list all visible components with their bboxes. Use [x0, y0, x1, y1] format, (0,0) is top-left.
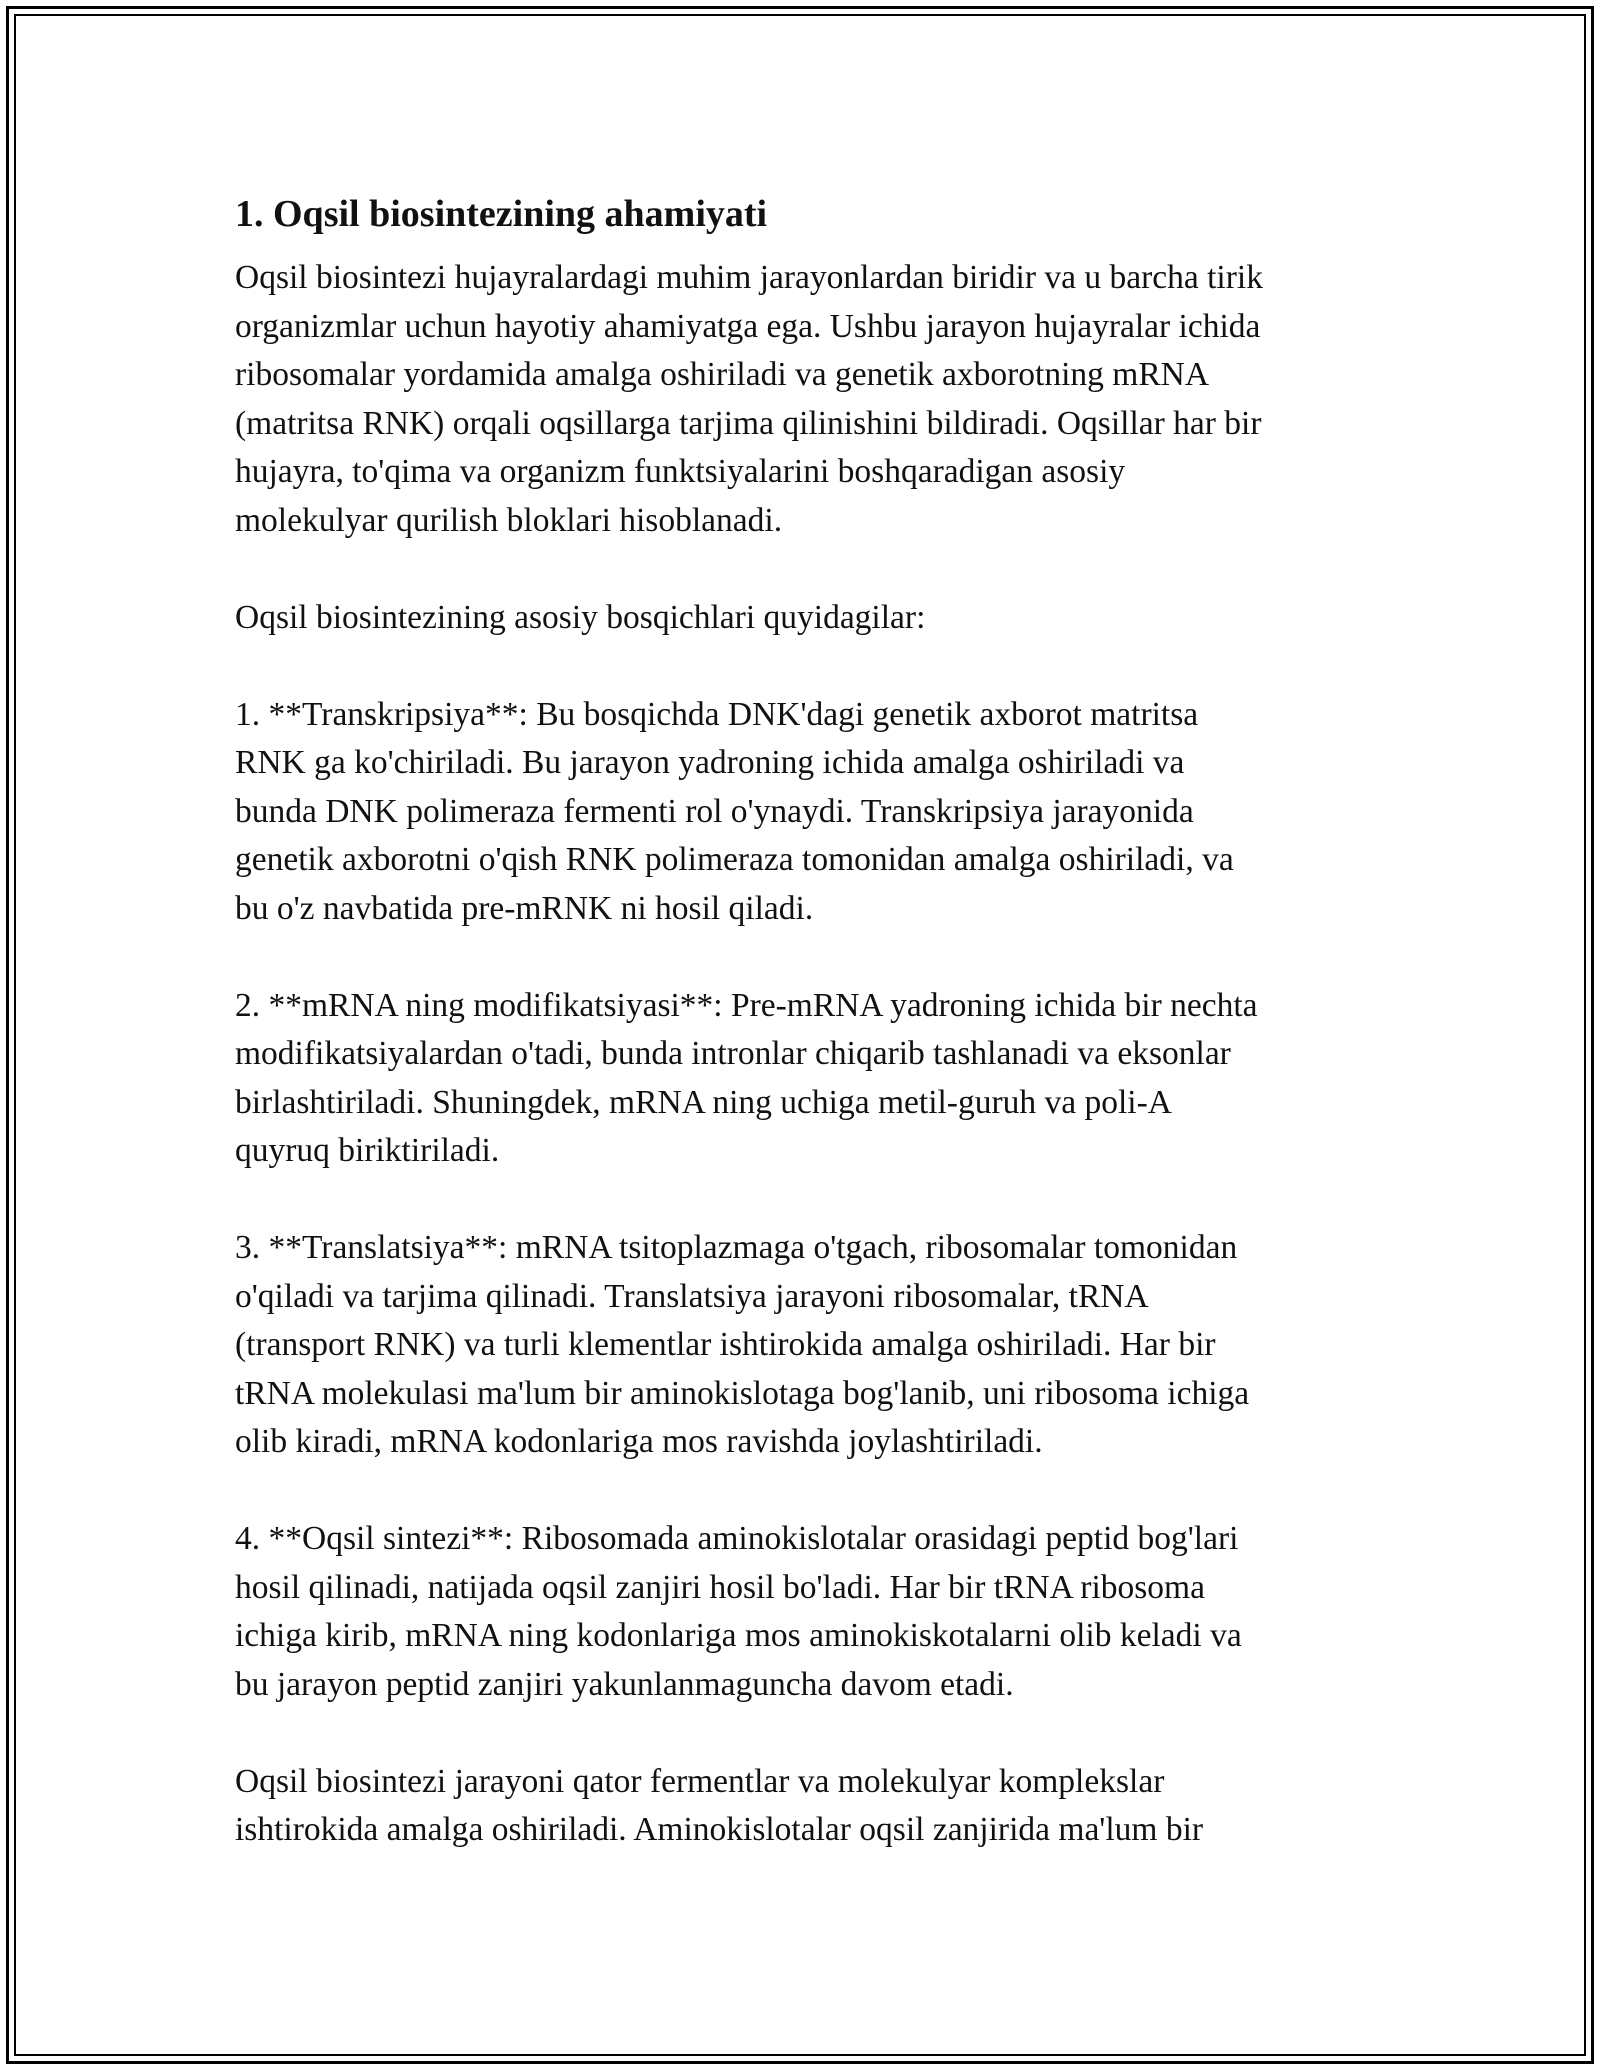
document-body: [235, 186, 1385, 1903]
intro-paragraph: Oqsil biosintezi hujayralardagi muhim jarayonlardan biridir va u barcha tirik organizmlar uchun hayotiy ahamiyatga ega. Ushbu jarayon hujayralar ichida ribosomalar yordamida amalga oshiriladi va genetik axborotning mRNA (matritsa RNK) orqali oqsillarga tarjima qilinishini bildiradi. Oqsillar har bir hujayra, to'qima va organizm funktsiyalarini boshqaradigan asosiy molekulyar qurilish bloklari hisoblanadi.: [235, 259, 1263, 539]
stages-intro-paragraph: Oqsil biosintezining asosiy bosqichlari quyidagilar:: [235, 598, 926, 636]
stage-mrna-modification-paragraph: 2. **mRNA ning modifikatsiyasi**: Pre-mRNA yadroning ichida bir nechta modifikatsiyalardan o'tadi, bunda intronlar chiqarib tashlanadi va eksonlar birlashtiriladi. Shuningdek, mRNA ning uchiga metil-guruh va poli-A quyruq biriktiriladi.: [235, 986, 1258, 1169]
stage-translation-paragraph: 3. **Translatsiya**: mRNA tsitoplazmaga o'tgach, ribosomalar tomonidan o'qiladi va tarjima qilinadi. Translatsiya jarayoni ribosomalar, tRNA (transport RNK) va turli klementlar ishtirokida amalga oshiriladi. Har bir tRNA molekulasi ma'lum bir aminokislotaga bog'lanib, uni ribosoma ichiga olib kiradi, mRNA kodonlariga mos ravishda joylashtiriladi.: [235, 1229, 1250, 1460]
section-heading: 1. Oqsil biosintezining ahamiyati: [235, 193, 768, 235]
closing-paragraph: Oqsil biosintezi jarayoni qator fermentlar va molekulyar komplekslar ishtirokida amalga oshiriladi. Aminokislotalar oqsil zanjirida ma'lum bir: [235, 1762, 1204, 1848]
stage-protein-synthesis-paragraph: 4. **Oqsil sintezi**: Ribosomada aminokislotalar orasidagi peptid bog'lari hosil qilinadi, natijada oqsil zanjiri hosil bo'ladi. Har bir tRNA ribosoma ichiga kirib, mRNA ning kodonlariga mos aminokiskotalarni olib keladi va bu jarayon peptid zanjiri yakunlanmaguncha davom etadi.: [235, 1520, 1242, 1703]
stage-transcription-paragraph: 1. **Transkripsiya**: Bu bosqichda DNK'dagi genetik axborot matritsa RNK ga ko'chiriladi. Bu jarayon yadroning ichida amalga oshiriladi va bunda DNK polimeraza fermenti rol o'ynaydi. Transkripsiya jarayonida genetik axborotni o'qish RNK polimeraza tomonidan amalga oshiriladi, va bu o'z navbatida pre-mRNK ni hosil qiladi.: [235, 695, 1234, 927]
